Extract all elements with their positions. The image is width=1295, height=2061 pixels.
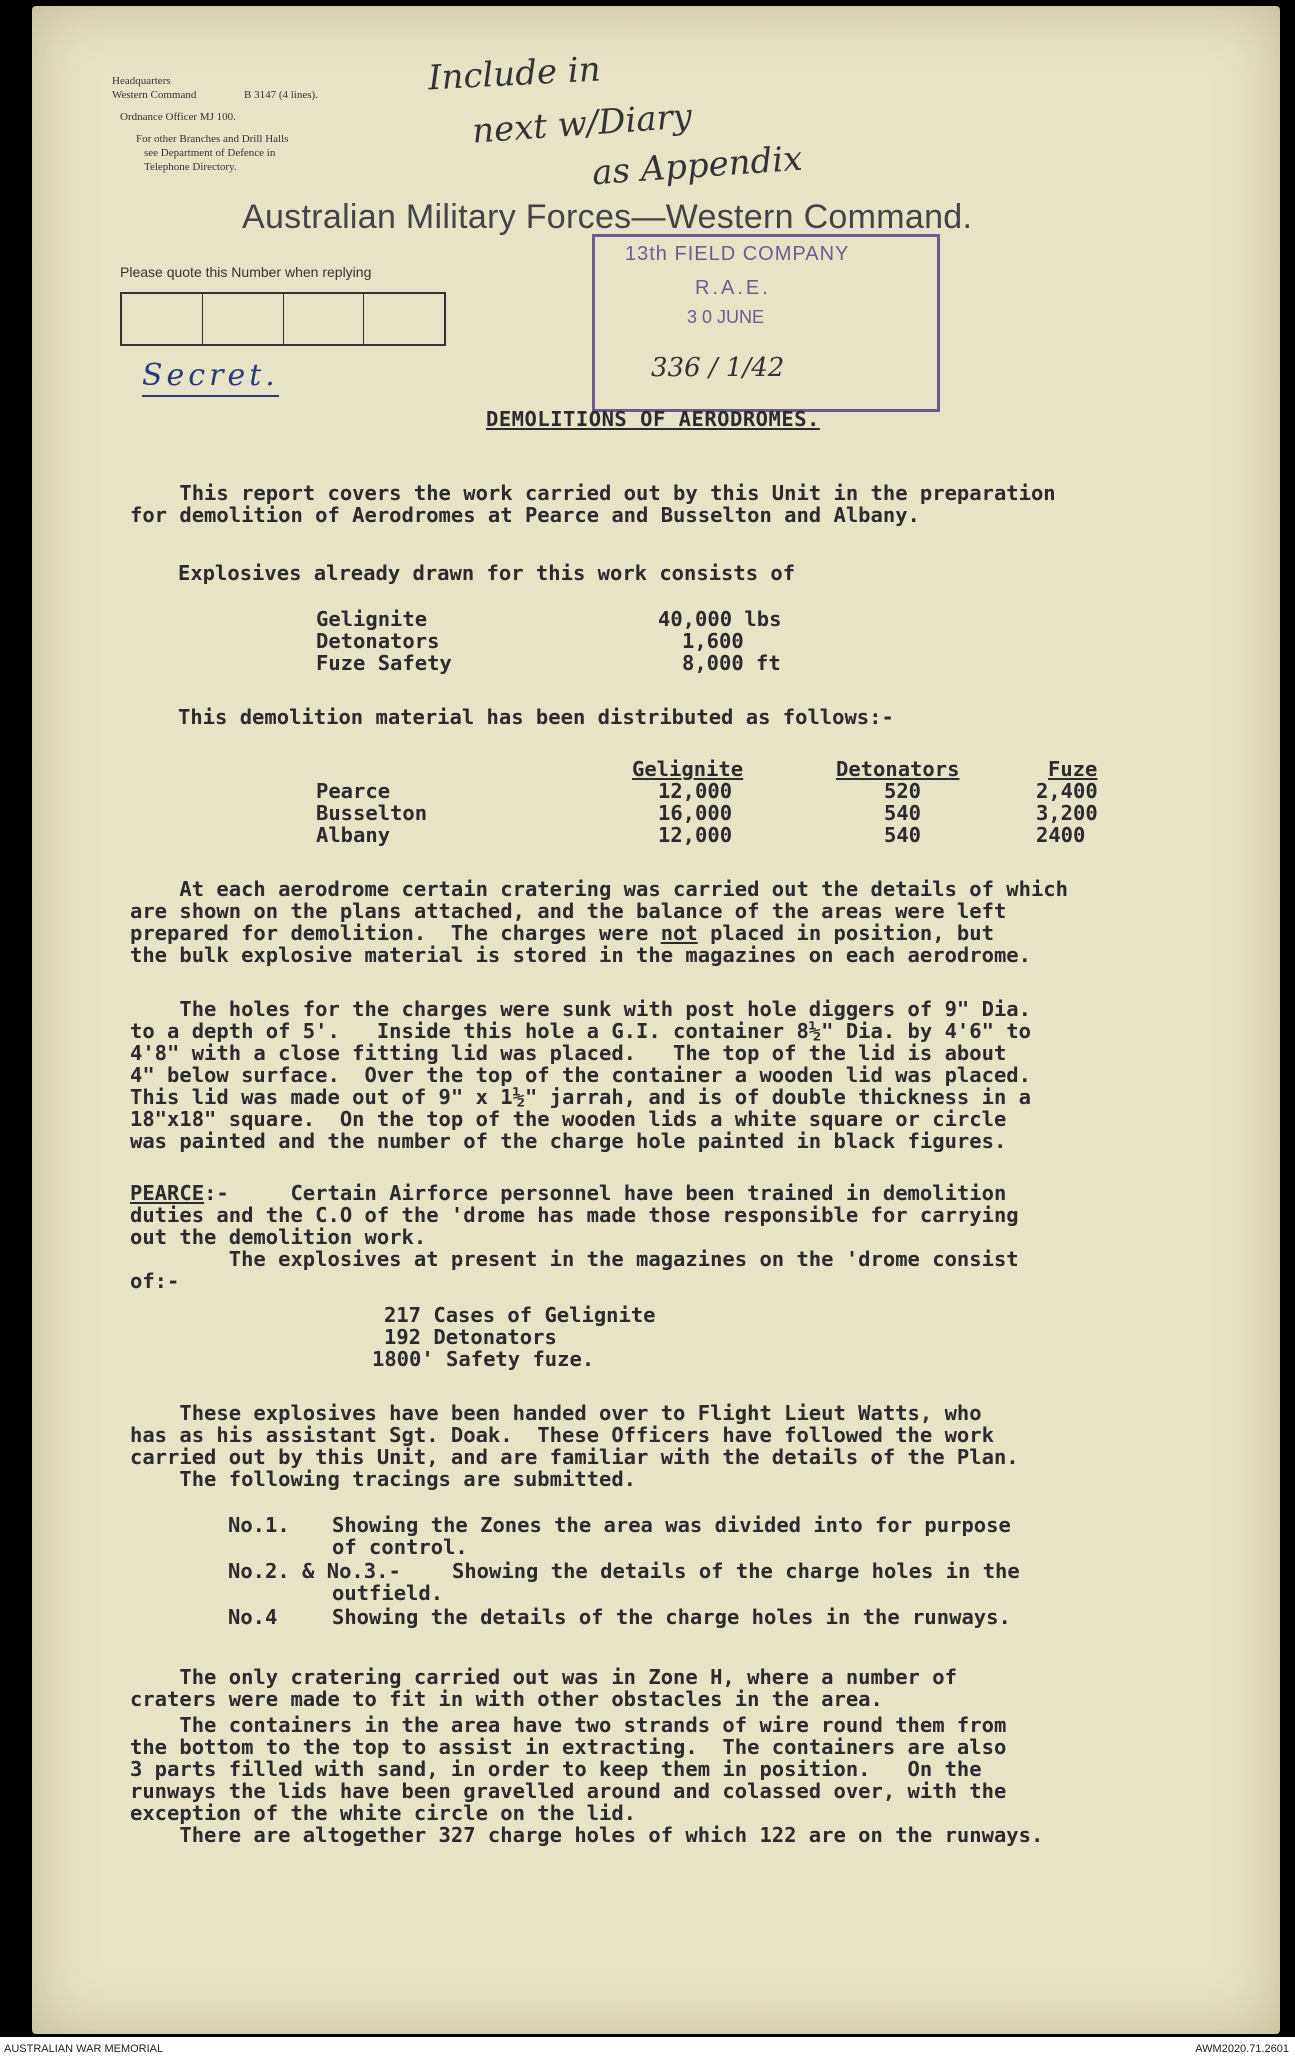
distribution-detonators: 540 bbox=[884, 801, 922, 825]
quote-number-label: Please quote this Number when replying bbox=[120, 264, 372, 280]
intro-line-1: This report covers the work carried out by this Unit in the preparation bbox=[130, 481, 1056, 505]
final-line-2: craters were made to fit in with other obstacles in the area. bbox=[130, 1687, 883, 1711]
tracing-number: No.4 bbox=[228, 1605, 278, 1629]
secret-handwritten: Secret. bbox=[142, 358, 279, 397]
cratering-line-3-end: placed in position, but bbox=[697, 921, 994, 945]
distribution-fuze: 2,400 bbox=[1036, 779, 1098, 803]
document-page bbox=[32, 6, 1280, 2034]
holes-line-4: 4" below surface. Over the top of the container a wooden lid was placed. bbox=[130, 1063, 1031, 1087]
handed-line-4: The following tracings are submitted. bbox=[130, 1467, 637, 1491]
stamp-date: 3 0 JUNE bbox=[687, 307, 765, 327]
cratering-line-3 bbox=[130, 922, 994, 944]
pearce-line-5: of:- bbox=[130, 1269, 180, 1293]
explosives-intro: Explosives already drawn for this work consists of bbox=[178, 561, 796, 585]
document-heading: DEMOLITIONS OF AERODROMES. bbox=[486, 407, 820, 431]
explosive-qty: 40,000 lbs bbox=[658, 607, 782, 631]
distribution-gelignite: 16,000 bbox=[658, 801, 733, 825]
pearce-line-1-text: :- Certain Airforce personnel have been trained in demolition bbox=[204, 1181, 1007, 1205]
handwritten-note-3: as Appendix bbox=[590, 138, 804, 194]
col-header-detonators: Detonators bbox=[836, 757, 960, 781]
final-line-1: The only cratering carried out was in Zone H, where a number of bbox=[130, 1665, 957, 1689]
page-title: Australian Military Forces—Western Command. bbox=[242, 198, 973, 236]
cratering-line-2: are shown on the plans attached, and the balance of the areas were left bbox=[130, 899, 1007, 923]
handwritten-note-2: next w/Diary bbox=[470, 96, 694, 152]
tracing-text: outfield. bbox=[332, 1581, 444, 1605]
explosive-item: Fuze Safety bbox=[316, 651, 452, 675]
stamp-reference: 336 / 1/42 bbox=[651, 353, 785, 383]
footer-archive-name: AUSTRALIAN WAR MEMORIAL bbox=[4, 2043, 164, 2055]
tracing-text: of control. bbox=[332, 1535, 468, 1559]
holes-line-5: This lid was made out of 9" x 1½" jarrah, and is of double thickness in a bbox=[130, 1085, 1031, 1109]
cratering-line-1: At each aerodrome certain cratering was carried out the details of which bbox=[130, 877, 1068, 901]
pearce-list-item: 192 Detonators bbox=[384, 1325, 557, 1349]
final-line-4: the bottom to the top to assist in extracting. The containers are also bbox=[130, 1735, 1007, 1759]
handed-line-2: has as his assistant Sgt. Doak. These Officers have followed the work bbox=[130, 1423, 994, 1447]
tracing-text: Showing the details of the charge holes in the bbox=[452, 1559, 1020, 1583]
distribution-place: Albany bbox=[316, 823, 391, 847]
stamp-unit: 13th FIELD COMPANY bbox=[625, 243, 850, 265]
holes-line-6: 18"x18" square. On the top of the wooden lids a white square or circle bbox=[130, 1107, 1007, 1131]
explosive-item: Detonators bbox=[316, 629, 440, 653]
distribution-place: Busselton bbox=[316, 801, 428, 825]
cratering-line-4: the bulk explosive material is stored in the magazines on each aerodrome. bbox=[130, 943, 1031, 967]
tracing-number: No.2. & No.3.- bbox=[228, 1559, 401, 1583]
pearce-label: PEARCE bbox=[130, 1181, 205, 1205]
col-header-gelignite: Gelignite bbox=[632, 757, 744, 781]
distribution-intro: This demolition material has been distributed as follows:- bbox=[178, 705, 894, 729]
distribution-gelignite: 12,000 bbox=[658, 779, 733, 803]
letterhead-line-5: For other Branches and Drill Halls bbox=[136, 133, 289, 145]
final-line-8: There are altogether 327 charge holes of which 122 are on the runways. bbox=[130, 1823, 1044, 1847]
holes-line-1: The holes for the charges were sunk with post hole diggers of 9" Dia. bbox=[130, 997, 1031, 1021]
handwritten-note-1: Include in bbox=[427, 49, 602, 99]
archive-footer bbox=[0, 2037, 1295, 2061]
cratering-line-3-start: prepared for demolition. The charges were bbox=[130, 921, 661, 945]
distribution-detonators: 540 bbox=[884, 823, 922, 847]
handed-line-3: carried out by this Unit, and are familiar with the details of the Plan. bbox=[130, 1445, 1019, 1469]
tracing-text: Showing the Zones the area was divided into for purpose bbox=[332, 1513, 1011, 1537]
holes-line-3: 4'8" with a close fitting lid was placed. The top of the lid is about bbox=[130, 1041, 1007, 1065]
distribution-place: Pearce bbox=[316, 779, 391, 803]
final-line-6: runways the lids have been gravelled around and colassed over, with the bbox=[130, 1779, 1007, 1803]
not-underlined: not bbox=[660, 921, 698, 945]
ref-cell bbox=[284, 294, 365, 344]
ref-cell bbox=[364, 294, 444, 344]
letterhead-line-2: Western Command bbox=[112, 89, 197, 101]
final-line-7: exception of the white circle on the lid. bbox=[130, 1801, 637, 1825]
ref-cell bbox=[203, 294, 284, 344]
final-line-5: 3 parts filled with sand, in order to keep them in position. On the bbox=[130, 1757, 982, 1781]
pearce-line-3: out the demolition work. bbox=[130, 1225, 427, 1249]
holes-line-2: to a depth of 5'. Inside this hole a G.I. container 8½" Dia. by 4'6" to bbox=[130, 1019, 1031, 1043]
stamp-corps: R.A.E. bbox=[695, 277, 771, 299]
pearce-list-item: 1800' Safety fuze. bbox=[372, 1347, 595, 1371]
letterhead-line-4: Ordnance Officer MJ 100. bbox=[120, 111, 236, 123]
intro-line-2: for demolition of Aerodromes at Pearce and Busselton and Albany. bbox=[130, 503, 920, 527]
letterhead-line-1: Headquarters bbox=[112, 75, 171, 87]
distribution-gelignite: 12,000 bbox=[658, 823, 733, 847]
final-line-3: The containers in the area have two strands of wire round them from bbox=[130, 1713, 1007, 1737]
distribution-detonators: 520 bbox=[884, 779, 922, 803]
letterhead-line-7: Telephone Directory. bbox=[144, 161, 237, 173]
receipt-stamp bbox=[592, 234, 940, 412]
holes-line-7: was painted and the number of the charge hole painted in black figures. bbox=[130, 1129, 1007, 1153]
letterhead-line-3: B 3147 (4 lines). bbox=[244, 89, 318, 101]
reference-number-box bbox=[120, 292, 446, 346]
footer-accession-number: AWM2020.71.2601 bbox=[1195, 2043, 1289, 2055]
tracing-text: Showing the details of the charge holes in the runways. bbox=[332, 1605, 1011, 1629]
pearce-line-2: duties and the C.O of the 'drome has made those responsible for carrying bbox=[130, 1203, 1019, 1227]
pearce-list-item: 217 Cases of Gelignite bbox=[384, 1303, 656, 1327]
distribution-fuze: 2400 bbox=[1036, 823, 1086, 847]
pearce-line-4: The explosives at present in the magazines on the 'drome consist bbox=[130, 1247, 1019, 1271]
handed-line-1: These explosives have been handed over to Flight Lieut Watts, who bbox=[130, 1401, 982, 1425]
pearce-line-1 bbox=[130, 1182, 1006, 1204]
col-header-fuze: Fuze bbox=[1048, 757, 1098, 781]
explosive-qty: 1,600 bbox=[682, 629, 744, 653]
tracing-number: No.1. bbox=[228, 1513, 290, 1537]
distribution-fuze: 3,200 bbox=[1036, 801, 1098, 825]
letterhead-line-6: see Department of Defence in bbox=[144, 147, 276, 159]
explosive-qty: 8,000 ft bbox=[682, 651, 781, 675]
explosive-item: Gelignite bbox=[316, 607, 428, 631]
ref-cell bbox=[122, 294, 203, 344]
